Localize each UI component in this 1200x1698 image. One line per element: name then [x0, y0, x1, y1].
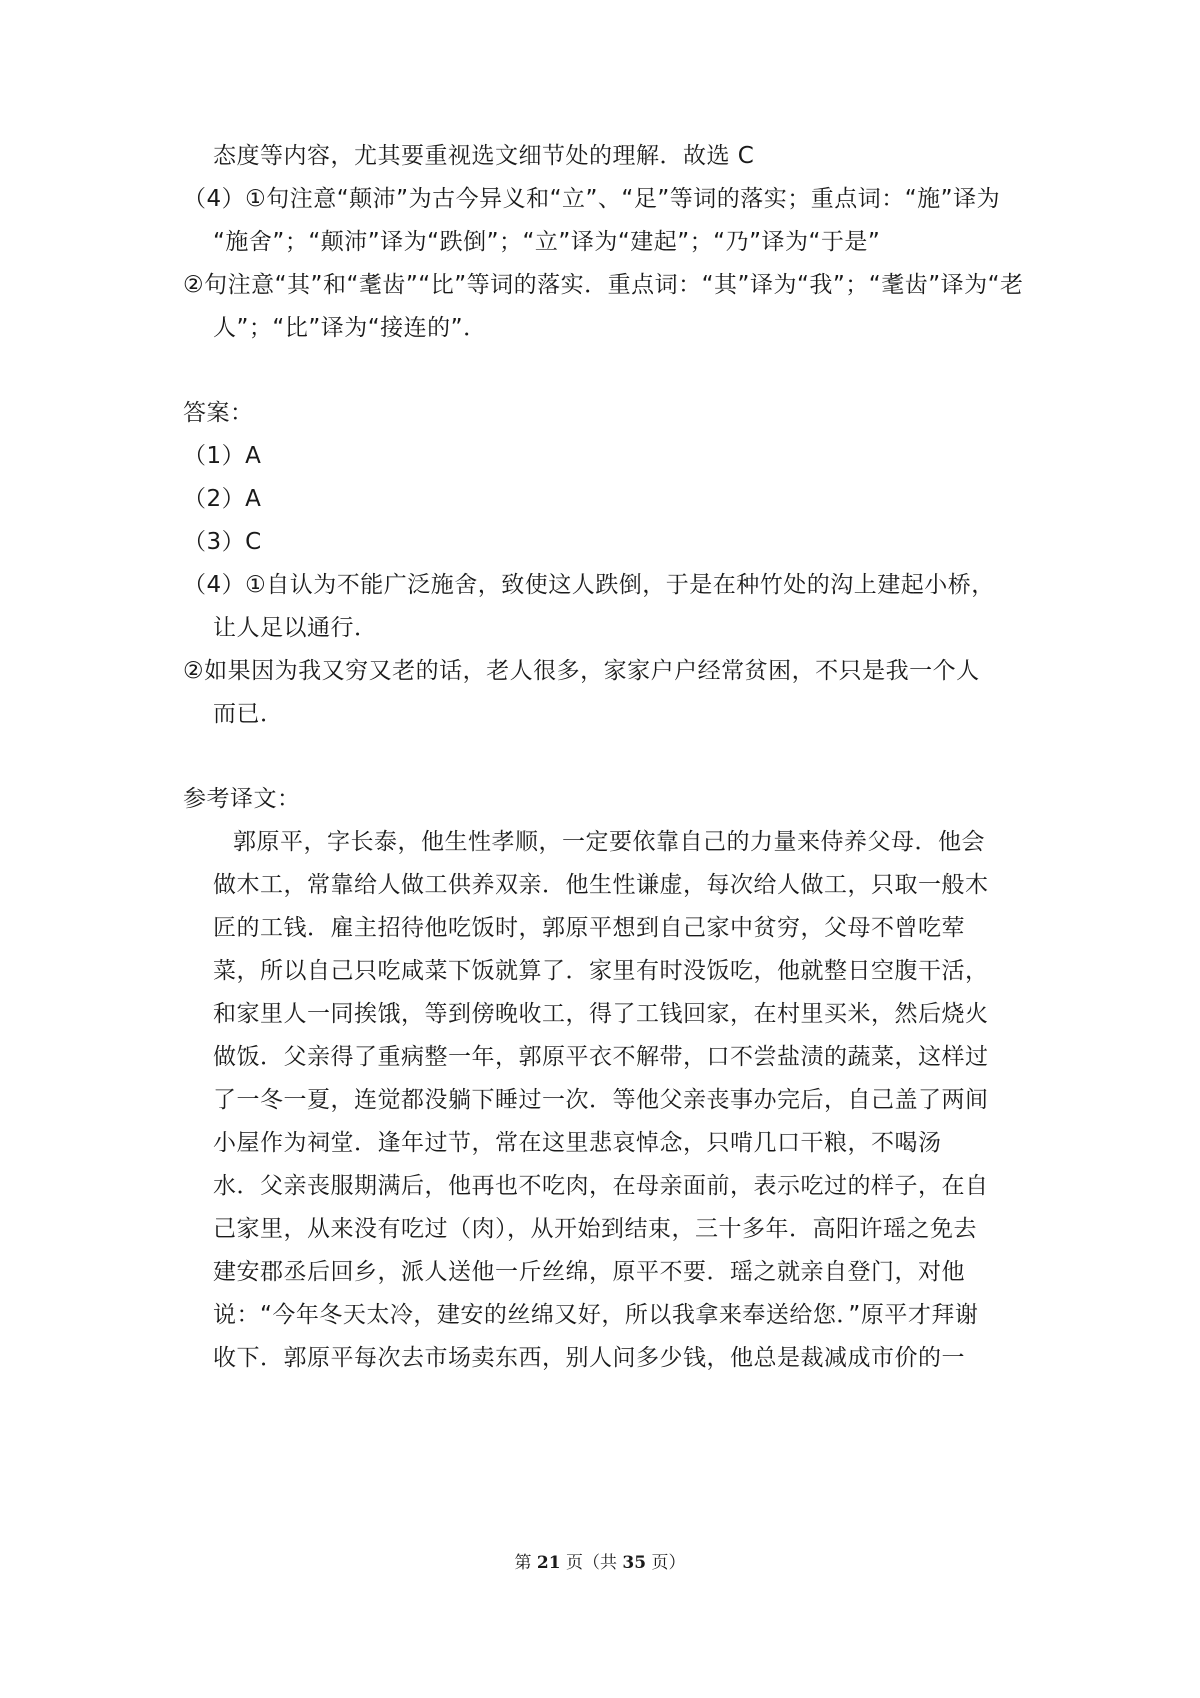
translation-line: 建安郡丞后回乡，派人送他一斤丝绵，原平不要．瑶之就亲自登门，对他 [213, 1259, 965, 1285]
answer-4b: ②如果因为我又穷又老的话，老人很多，家家户户经常贫困，不只是我一个人 [183, 658, 980, 684]
answers-heading: 答案： [183, 400, 254, 426]
answer-3: （3）C [183, 529, 262, 555]
footer-middle: 页（共 [560, 1553, 623, 1573]
analysis-item-4b-cont: 人”；“比”译为“接连的”． [213, 315, 487, 341]
translation-line: 水．父亲丧服期满后，他再也不吃肉，在母亲面前，表示吃过的样子，在自 [213, 1173, 989, 1199]
translation-heading: 参考译文： [183, 786, 301, 812]
answer-2: （2）A [183, 486, 262, 512]
translation-line: 小屋作为祠堂．逢年过节，常在这里悲哀悼念，只啃几口干粮，不喝汤 [213, 1130, 942, 1156]
translation-line: 收下．郭原平每次去市场卖东西，别人问多少钱，他总是裁减成市价的一 [213, 1345, 965, 1371]
page-footer [0, 1552, 1200, 1574]
footer-prefix: 第 [514, 1553, 537, 1573]
answer-1: （1）A [183, 443, 262, 469]
footer-suffix: 页） [646, 1553, 686, 1573]
analysis-item-4b: ②句注意“其”和“耄齿”“比”等词的落实．重点词：“其”译为“我”；“耄齿”译为“老 [183, 272, 1024, 298]
translation-line: 做木工，常靠给人做工供养双亲．他生性谦虚，每次给人做工，只取一般木 [213, 872, 989, 898]
answer-4: （4）①自认为不能广泛施舍，致使这人跌倒，于是在种竹处的沟上建起小桥， [183, 572, 995, 598]
footer-total-pages: 35 [622, 1553, 647, 1573]
analysis-line: 态度等内容，尤其要重视选文细节处的理解．故选 C [213, 143, 755, 169]
answer-4-cont: 让人足以通行． [213, 615, 378, 641]
footer-page-number: 21 [536, 1553, 561, 1573]
analysis-item-4-cont: “施舍”；“颠沛”译为“跌倒”；“立”译为“建起”；“乃”译为“于是” [213, 229, 881, 255]
translation-line: 己家里，从来没有吃过（肉），从开始到结束，三十多年．高阳许瑶之免去 [213, 1216, 977, 1242]
analysis-item-4: （4）①句注意“颠沛”为古今异义和“立”、“足”等词的落实；重点词：“施”译为 [183, 186, 1001, 212]
translation-line: 说：“今年冬天太冷，建安的丝绵又好，所以我拿来奉送给您．”原平才拜谢 [213, 1302, 979, 1328]
translation-line: 做饭．父亲得了重病整一年，郭原平衣不解带，口不尝盐渍的蔬菜，这样过 [213, 1044, 989, 1070]
answer-4b-cont: 而已． [213, 701, 284, 727]
translation-line: 了一冬一夏，连觉都没躺下睡过一次．等他父亲丧事办完后，自己盖了两间 [213, 1087, 989, 1113]
translation-line: 菜，所以自己只吃咸菜下饭就算了．家里有时没饭吃，他就整日空腹干活， [213, 958, 989, 984]
translation-line: 和家里人一同挨饿，等到傍晚收工，得了工钱回家，在村里买米，然后烧火 [213, 1001, 989, 1027]
translation-line: 郭原平，字长泰，他生性孝顺，一定要依靠自己的力量来侍养父母．他会 [233, 829, 985, 855]
translation-line: 匠的工钱．雇主招待他吃饭时，郭原平想到自己家中贫穷，父母不曾吃荤 [213, 915, 965, 941]
